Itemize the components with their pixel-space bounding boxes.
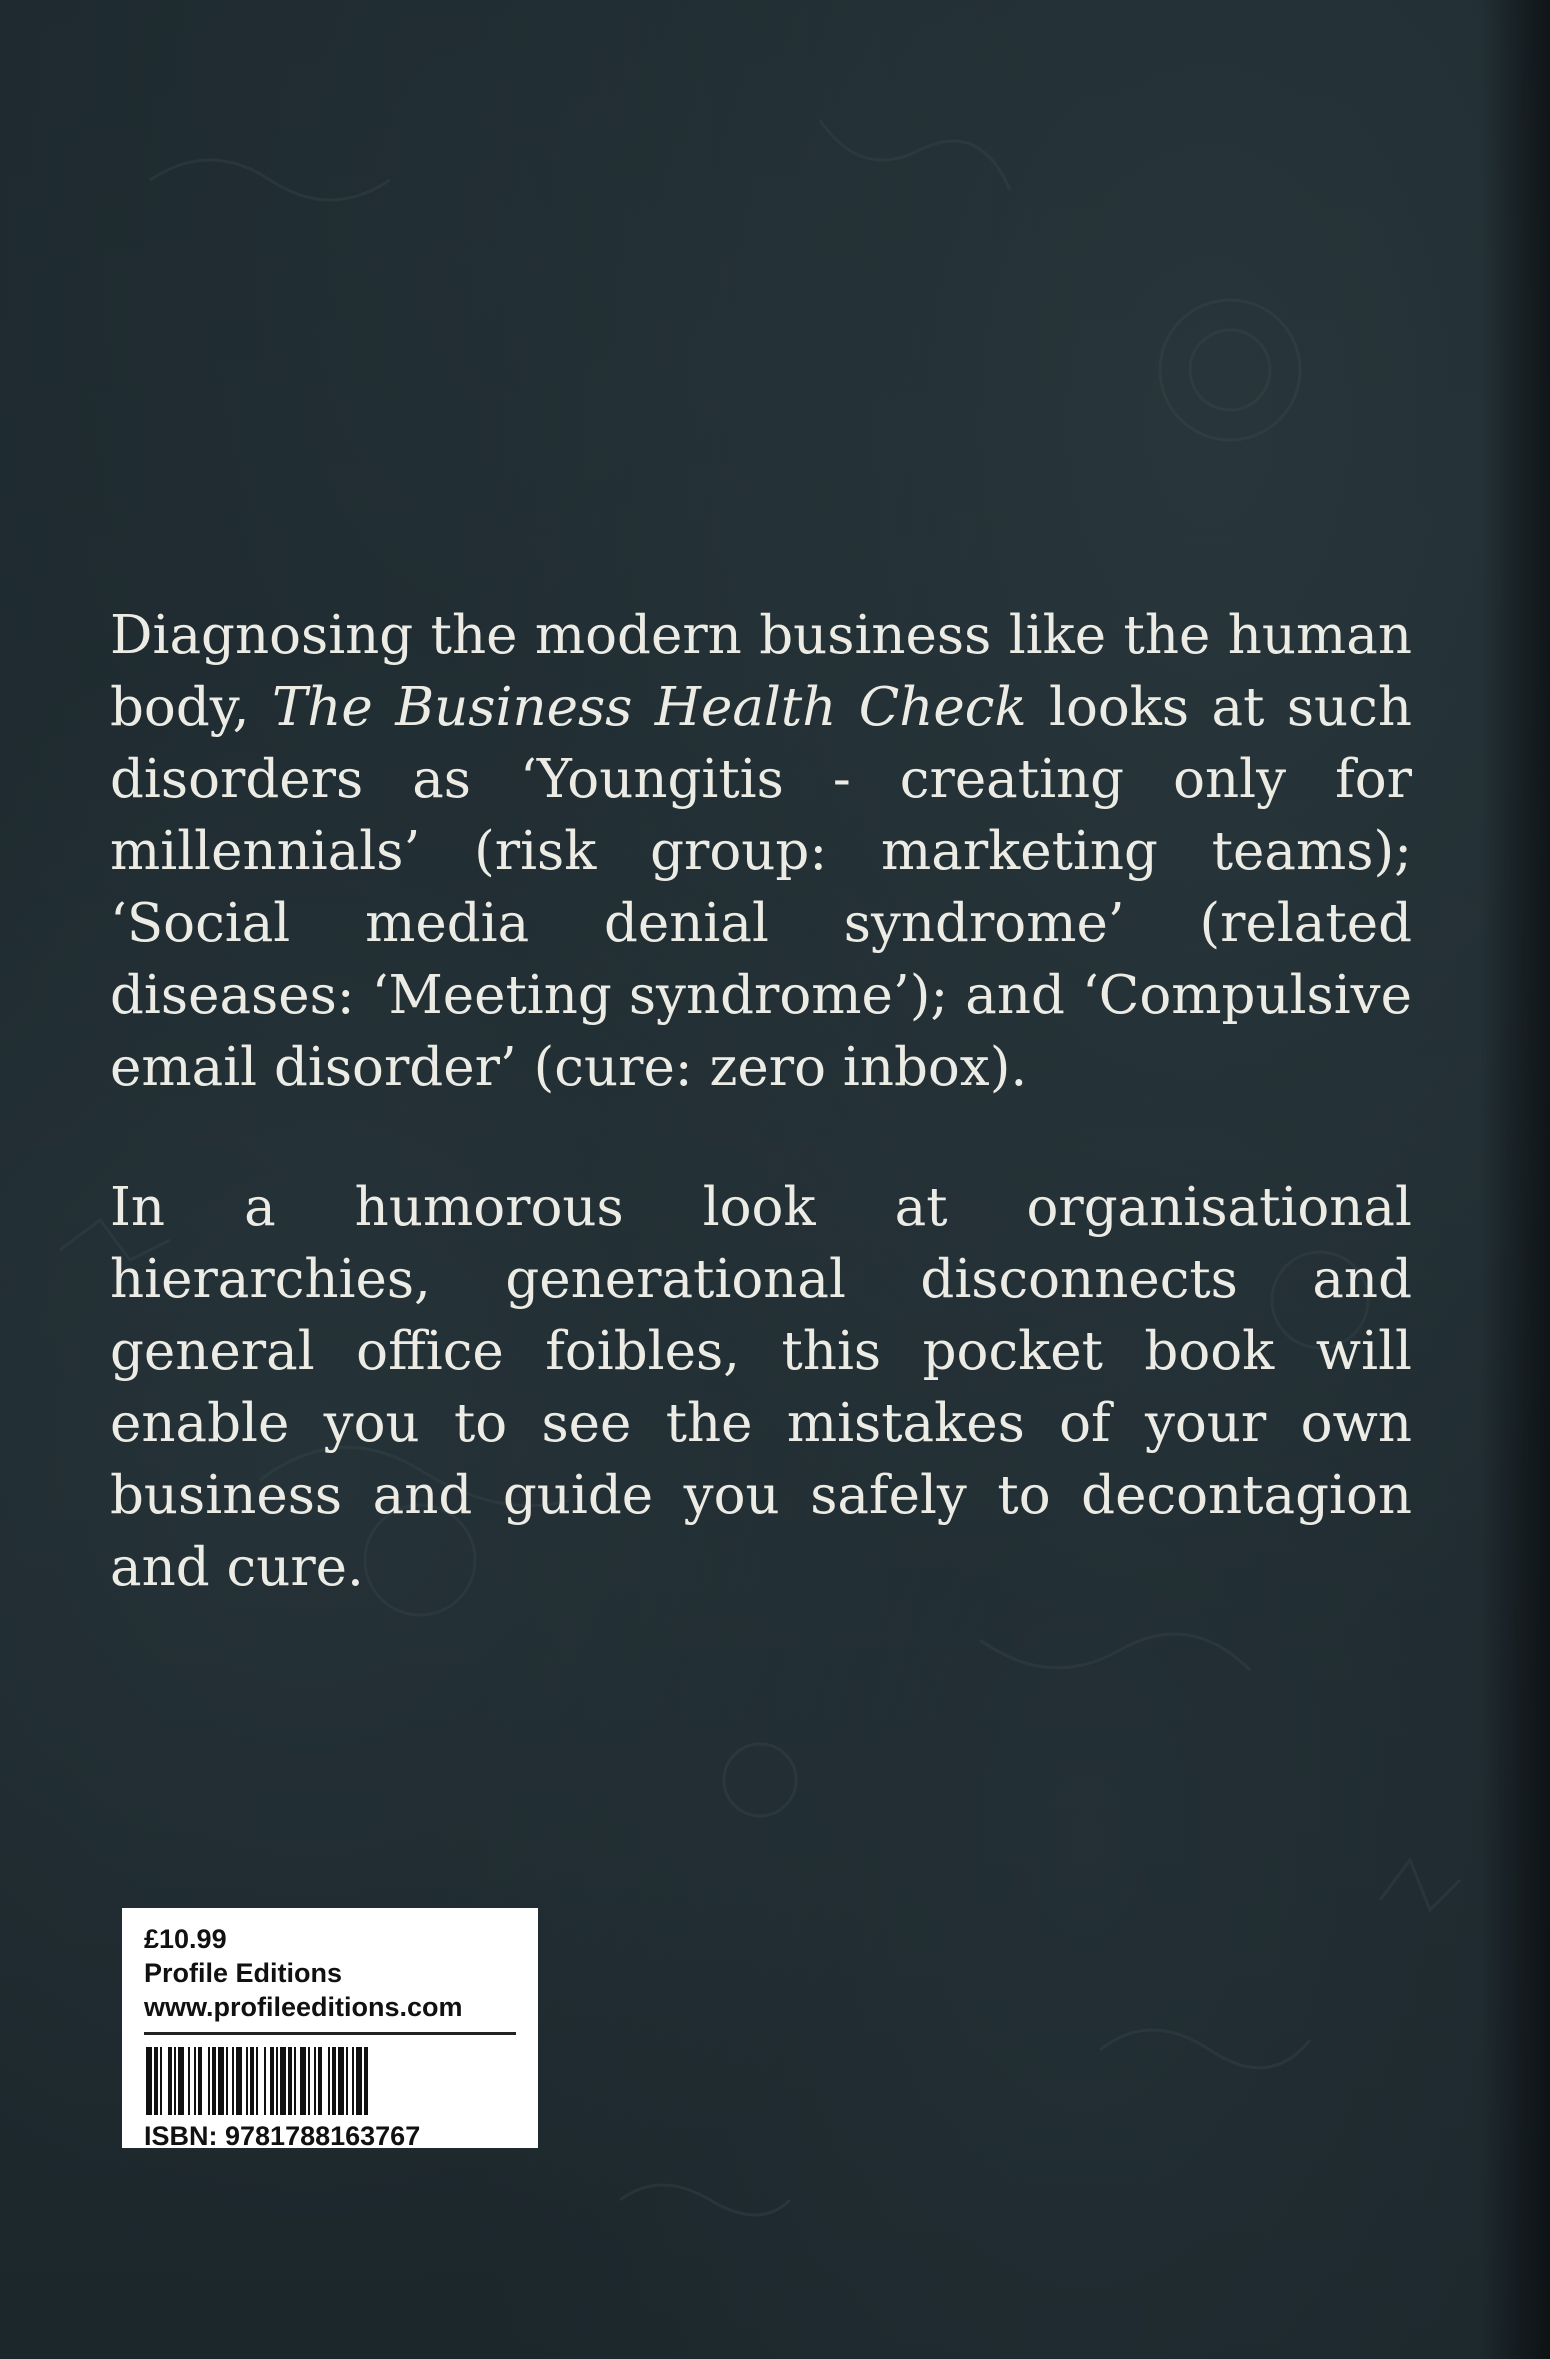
barcode-bar	[160, 2047, 162, 2115]
barcode-bar	[300, 2047, 306, 2115]
barcode-bar	[198, 2047, 202, 2115]
barcode-bar	[356, 2047, 362, 2115]
barcode-bar	[294, 2047, 296, 2115]
blurb-paragraph-1	[110, 600, 1412, 1104]
blurb-p1-intro: Diagnosing the modern business like the human body,	[110, 605, 1412, 738]
publisher-website: www.profileeditions.com	[144, 1992, 463, 2022]
barcode-bar	[218, 2047, 224, 2115]
price: £10.99	[144, 1924, 227, 1954]
price-barcode-label	[122, 1908, 538, 2151]
barcode-bar	[352, 2047, 354, 2115]
barcode-bar	[168, 2047, 172, 2115]
barcode-bar	[246, 2047, 248, 2115]
barcode-bar	[288, 2047, 292, 2115]
barcode-bar	[226, 2047, 228, 2115]
label-divider	[144, 2032, 516, 2035]
barcode-bar	[174, 2047, 176, 2115]
barcode-bar	[146, 2047, 152, 2115]
barcode-bar	[280, 2047, 286, 2115]
barcode-bar	[178, 2047, 184, 2115]
barcode-bar	[346, 2047, 348, 2115]
barcode-bar	[188, 2047, 190, 2115]
barcode-bar	[328, 2047, 330, 2115]
barcode-bar	[270, 2047, 274, 2115]
barcode-bar	[308, 2047, 310, 2115]
blurb-text	[110, 600, 1412, 1672]
barcode-bar	[154, 2047, 158, 2115]
barcode-bar	[332, 2047, 336, 2115]
barcode-bar	[276, 2047, 278, 2115]
barcode-bar	[364, 2047, 368, 2115]
blurb-paragraph-2: In a humorous look at organisational hierarchies, generational disconnects and general office foibles, this pocket book will enable you to see the mistakes of your own business and guide you safely to decontagion and cure.	[110, 1177, 1412, 1598]
barcode-bar	[194, 2047, 196, 2115]
barcode-bar	[212, 2047, 216, 2115]
barcode-bar	[338, 2047, 344, 2115]
isbn-number: ISBN: 9781788163767	[144, 2121, 421, 2151]
publisher-name: Profile Editions	[144, 1958, 343, 1988]
barcode-bar	[318, 2047, 322, 2115]
barcode-bar	[232, 2047, 234, 2115]
barcode-bar	[314, 2047, 316, 2115]
barcode-bar	[208, 2047, 210, 2115]
barcode-bar	[256, 2047, 258, 2115]
barcode-bar	[264, 2047, 266, 2115]
barcode-bar	[250, 2047, 254, 2115]
book-title: The Business Health Check	[271, 677, 1027, 738]
spine-shadow	[1480, 0, 1550, 2359]
blurb-p1-body: looks at such disorders as ‘Youngitis - creating only for millennials’ (risk group: marketing teams); ‘Social media denial syndrome’ (related diseases: ‘Meeting syndrome’); and ‘Compulsive email disorder’ (cure: zero inbox).	[110, 677, 1413, 1098]
barcode-bar	[236, 2047, 242, 2115]
barcode-icon	[144, 2047, 516, 2115]
